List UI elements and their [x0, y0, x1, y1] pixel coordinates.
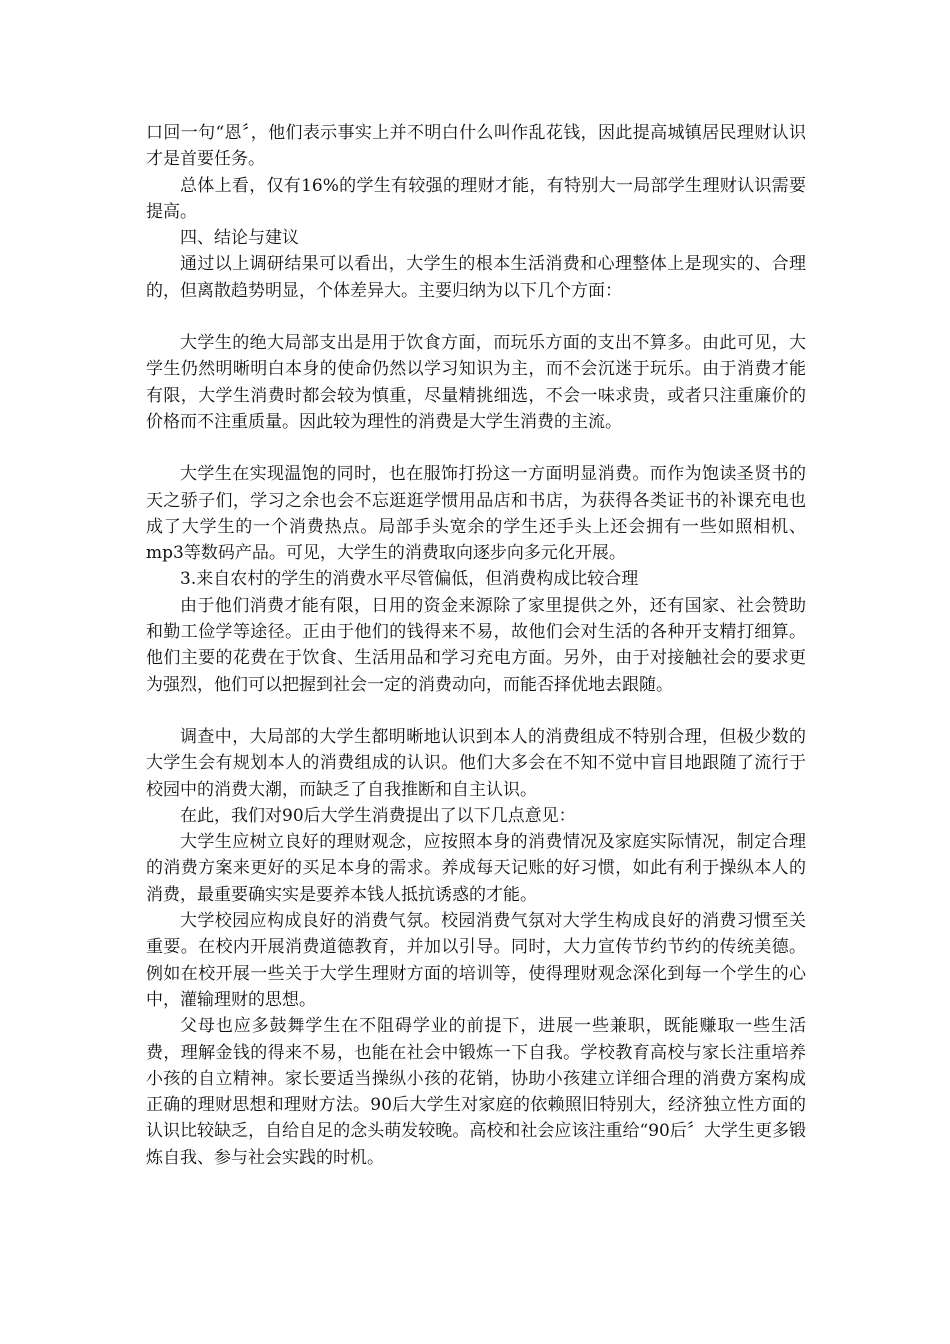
document-page [146, 120, 806, 1171]
paragraph-diet-spending: 大学生的绝大局部支出是用于饮食方面，而玩乐方面的支出不算多。由此可见，大学生仍然明晰明白本身的使命仍然以学习知识为主，而不会沉迷于玩乐。由于消费才能有限，大学生消费时都会较为慎重，尽量精挑细选，不会一味求贵，或者只注重廉价的价格而不注重质量。因此较为理性的消费是大学生消费的主流。 [146, 333, 806, 432]
paragraph-suggestion-parents: 父母也应多鼓舞学生在不阻碍学业的前提下，进展一些兼职，既能赚取一些生活费，理解金钱的得来不易，也能在社会中锻炼一下自我。学校教育高校与家长注重培养小孩的自立精神。家长要适当操纵小孩的花销，协助小孩建立详细合理的消费方案构成正确的理财思想和理财方法。90后大学生对家庭的依赖照旧特别大，经济独立性方面的认识比较缺乏，自给自足的念头萌发较晚。高校和社会应该注重给“90后〞大学生更多锻炼自我、参与社会实践的时机。 [146, 1016, 806, 1168]
blank-line [146, 435, 806, 461]
blank-line [146, 304, 806, 330]
paragraph-intro: 通过以上调研结果可以看出，大学生的根本生活消费和心理整体上是现实的、合理的，但离散趋势明显，个体差异大。主要归纳为以下几个方面： [146, 254, 806, 301]
subheading-rural-students: 3.来自农村的学生的消费水平尽管偏低，但消费构成比较合理 [180, 569, 639, 590]
paragraph-diversified-spending: 大学生在实现温饱的同时，也在服饰打扮这一方面明显消费。而作为饱读圣贤书的天之骄子们，学习之余也会不忘逛逛学惯用品店和书店，为获得各类证书的补课充电也成了大学生的一个消费热点。局部手头宽余的学生还手头上还会拥有一些如照相机、mp3等数码产品。可见，大学生的消费取向逐步向多元化开展。 [146, 464, 806, 564]
paragraph-survey: 调查中，大局部的大学生都明晰地认识到本人的消费组成不特别合理，但极少数的大学生会有规划本人的消费组成的认识。他们大多会在不知不觉中盲目地跟随了流行于校园中的消费大潮，而缺乏了自我推断和自主认识。 [146, 726, 806, 800]
paragraph-suggestion-students: 大学生应树立良好的理财观念，应按照本身的消费情况及家庭实际情况，制定合理的消费方案来更好的买足本身的需求。养成每天记账的好习惯，如此有利于操纵本人的消费，最重要确实实是要养本钱人抵抗诱惑的才能。 [146, 832, 806, 905]
paragraph-continuation: 口回一句“恩〞，他们表示事实上并不明白什么叫作乱花钱，因此提高城镇居民理财认识才是首要任务。 [146, 123, 806, 170]
blank-line [146, 698, 806, 724]
section-heading: 四、结论与建议 [180, 228, 299, 249]
paragraph-suggestions-intro: 在此，我们对90后大学生消费提出了以下几点意见： [180, 805, 576, 826]
paragraph-suggestion-campus: 大学校园应构成良好的消费气氛。校园消费气氛对大学生构成良好的消费习惯至关重要。在校内开展消费道德教育，并加以引导。同时，大力宣传节约节约的传统美德。例如在校开展一些关于大学生理财方面的培训等，使得理财观念深化到每一个学生的心中，灌输理财的思想。 [146, 911, 806, 1010]
paragraph-summary: 总体上看，仅有16%的学生有较强的理财才能，有特别大一局部学生理财认识需要提高。 [146, 175, 806, 222]
paragraph-rural-students: 由于他们消费才能有限，日用的资金来源除了家里提供之外，还有国家、社会赞助和勤工俭学等途径。正由于他们的钱得来不易，故他们会对生活的各种开支精打细算。他们主要的花费在于饮食、生活用品和学习充电方面。另外，由于对接触社会的要求更为强烈，他们可以把握到社会一定的消费动向，而能否择优地去跟随。 [146, 595, 806, 695]
